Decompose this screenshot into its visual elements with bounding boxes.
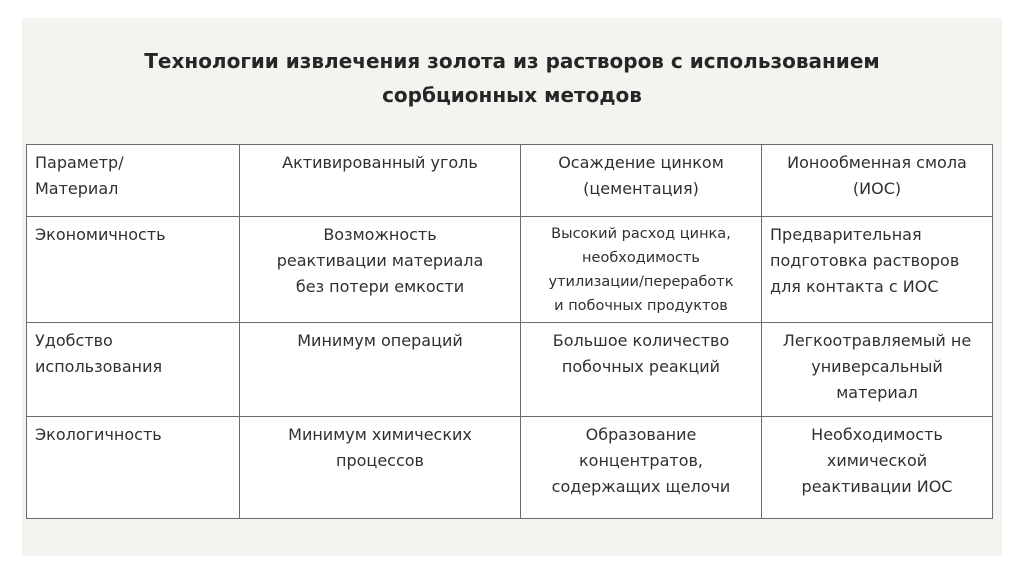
title-line-2: сорбционных методов xyxy=(382,83,642,107)
table-row xyxy=(27,323,993,417)
row-coal-cell xyxy=(240,323,521,417)
cell-text: Активированный уголь xyxy=(282,153,478,172)
cell-text: Удобство xyxy=(35,331,113,350)
cell-text: (цементация) xyxy=(583,179,699,198)
cell-text: Осаждение цинком xyxy=(558,153,724,172)
cell-text: без потери емкости xyxy=(295,277,465,296)
header-cell-zinc xyxy=(521,145,762,217)
slide xyxy=(22,18,1002,556)
slide-title xyxy=(22,44,1002,112)
row-param-cell xyxy=(27,217,240,323)
cell-text: Легкоотравляемый не xyxy=(782,331,972,350)
cell-text: побочных реакций xyxy=(561,357,721,376)
header-cell-coal xyxy=(240,145,521,217)
cell-text: концентратов, xyxy=(578,451,703,470)
cell-text: необходимость xyxy=(582,250,700,266)
cell-text: подготовка растворов xyxy=(770,251,960,270)
header-cell-param xyxy=(27,145,240,217)
row-coal-cell xyxy=(240,217,521,323)
cell-text: для контакта с ИОС xyxy=(770,277,939,296)
cell-text: Большое количество xyxy=(552,331,730,350)
cell-text: Необходимость xyxy=(811,425,943,444)
cell-text: Экономичность xyxy=(35,225,166,244)
cell-text: утилизации/переработк xyxy=(548,274,734,290)
table-header-row xyxy=(27,145,993,217)
row-resin-cell xyxy=(762,323,993,417)
cell-text: Высокий расход цинка, xyxy=(551,226,731,242)
cell-text: универсальный xyxy=(811,357,943,376)
row-zinc-cell xyxy=(521,323,762,417)
row-coal-cell xyxy=(240,417,521,519)
row-zinc-cell xyxy=(521,417,762,519)
cell-text: материал xyxy=(836,383,918,402)
cell-text: Минимум операций xyxy=(297,331,463,350)
cell-text: Предварительная xyxy=(770,225,922,244)
header-cell-resin xyxy=(762,145,993,217)
cell-text: содержащих щелочи xyxy=(551,477,731,496)
cell-text: использования xyxy=(35,357,163,376)
row-resin-cell xyxy=(762,417,993,519)
cell-text: химической xyxy=(826,451,928,470)
title-line-1: Технологии извлечения золота из растворов с использованием xyxy=(144,49,880,73)
comparison-table xyxy=(26,144,993,519)
row-param-cell xyxy=(27,417,240,519)
cell-text: процессов xyxy=(336,451,424,470)
row-zinc-cell xyxy=(521,217,762,323)
cell-text: реактивации ИОС xyxy=(801,477,953,496)
cell-text: (ИОС) xyxy=(852,179,902,198)
cell-text: реактивации материала xyxy=(276,251,484,270)
cell-text: Материал xyxy=(35,179,119,198)
table-row xyxy=(27,217,993,323)
cell-text: Образование xyxy=(585,425,697,444)
cell-text: Возможность xyxy=(323,225,437,244)
row-resin-cell xyxy=(762,217,993,323)
cell-text: и побочных продуктов xyxy=(554,298,728,314)
table-row xyxy=(27,417,993,519)
cell-text: Экологичность xyxy=(35,425,162,444)
cell-text: Минимум химических xyxy=(288,425,472,444)
cell-text: Ионообменная смола xyxy=(787,153,967,172)
row-param-cell xyxy=(27,323,240,417)
cell-text: Параметр/ xyxy=(35,153,124,172)
